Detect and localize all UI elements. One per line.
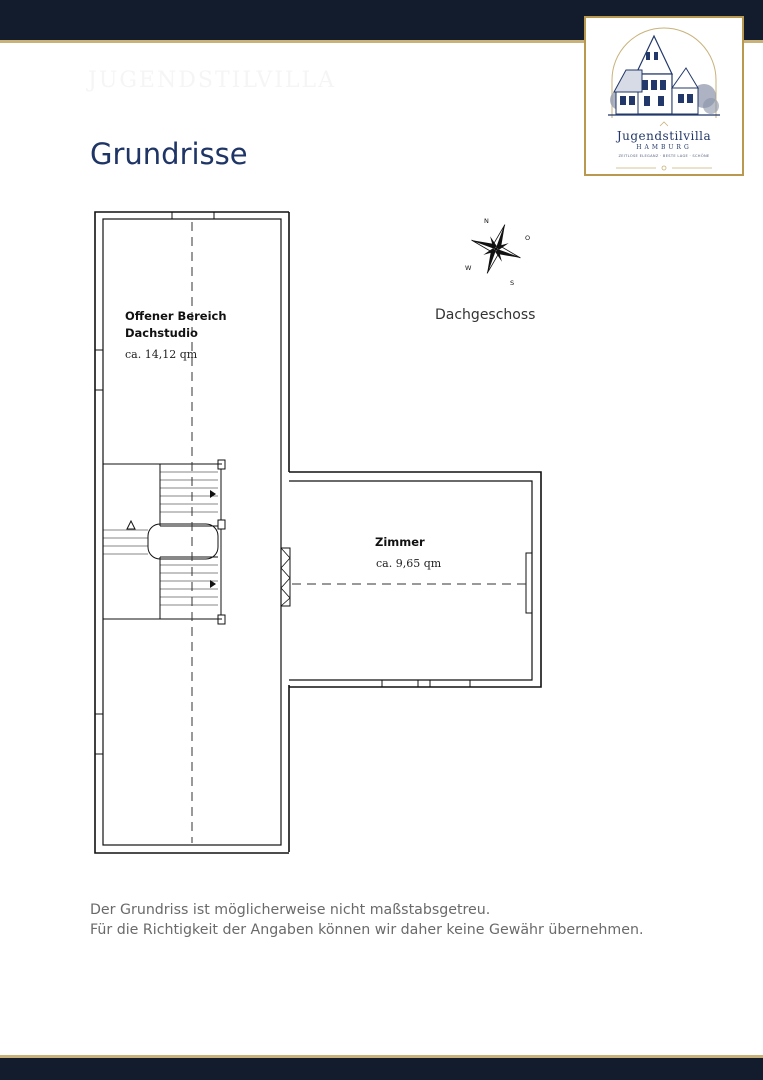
plan-window-top xyxy=(172,212,214,219)
room-name-zimmer: Zimmer xyxy=(375,535,425,549)
brand-city: HAMBURG xyxy=(636,144,692,151)
room-name-line2: Dachstudio xyxy=(125,326,198,340)
compass-label-s: S xyxy=(510,279,515,287)
plan-window-left-lower xyxy=(95,714,103,754)
plan-staircase xyxy=(103,460,225,624)
room-name-line1: Offener Bereich xyxy=(125,309,227,323)
watermark: JUGENDSTILVILLA xyxy=(88,68,337,93)
compass-label-n: N xyxy=(484,217,489,225)
compass-icon xyxy=(463,216,530,283)
room-name-open-area xyxy=(125,308,227,342)
disclaimer-line-2: Für die Richtigkeit der Angaben können wir daher keine Gewähr übernehmen. xyxy=(90,922,644,938)
floor-label: Dachgeschoss xyxy=(435,307,536,323)
plan-inner-wall-right xyxy=(289,481,532,680)
plan-outer-wall-right xyxy=(289,472,541,687)
compass-label-o: O xyxy=(525,234,531,242)
compass-label-w: W xyxy=(465,264,472,272)
room-area-zimmer: ca. 9,65 qm xyxy=(376,557,442,570)
disclaimer xyxy=(90,900,643,940)
plan-window-bottom-2 xyxy=(430,680,470,687)
plan-window-bottom-1 xyxy=(382,680,418,687)
room-area-open-area: ca. 14,12 qm xyxy=(125,348,198,361)
plan-window-right xyxy=(526,553,532,613)
brand-name: Jugendstilvilla xyxy=(616,129,712,143)
brand-tagline: ZEITLOSE ELEGANZ · BESTE LAGE · SCHÖNE xyxy=(618,154,710,158)
disclaimer-line-1: Der Grundriss ist möglicherweise nicht maßstabsgetreu. xyxy=(90,902,491,918)
page-title: Grundrisse xyxy=(90,137,248,171)
plan-window-left-upper xyxy=(95,350,103,390)
